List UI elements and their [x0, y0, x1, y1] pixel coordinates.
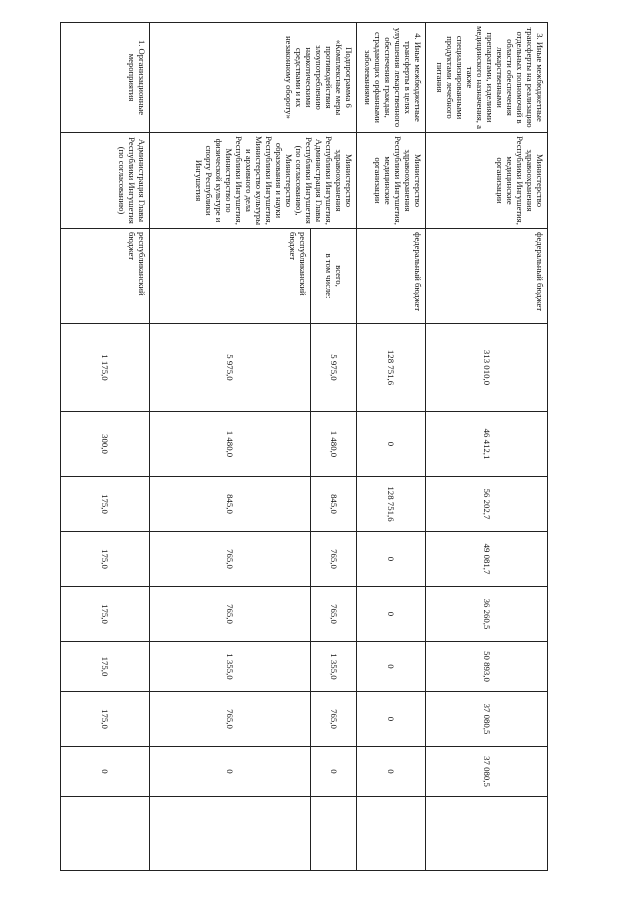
- value-cell: 1 175,0: [61, 324, 150, 412]
- program-cell: 3. Иные межбюджетные трансферты на реализацию отдельных полномочий в области обеспечения лекарственными препаратами, изделиями медицинского назначения, а также специализированными продуктами лечебного питания: [426, 23, 548, 133]
- value-cell: 5 975,0: [310, 324, 357, 412]
- program-cell: Подпрограмма 6 «Комплексные меры противодействия злоупотреблению наркотическими средствами и их незаконному обороту»: [149, 23, 356, 133]
- table-row: [61, 23, 150, 871]
- empty-cell: [149, 797, 310, 871]
- value-cell: 1 355,0: [149, 642, 310, 692]
- source-cell: республиканский бюджет: [61, 229, 150, 324]
- budget-table: [60, 22, 548, 871]
- value-cell: 0: [357, 532, 426, 587]
- value-cell: 46 412,1: [426, 412, 548, 477]
- value-cell: 313 010,0: [426, 324, 548, 412]
- value-cell: 37 080,5: [426, 747, 548, 797]
- table-row: [426, 23, 548, 871]
- empty-cell: [357, 797, 426, 871]
- value-cell: 1 355,0: [310, 642, 357, 692]
- value-cell: 175,0: [61, 692, 150, 747]
- value-cell: 765,0: [149, 587, 310, 642]
- value-cell: 175,0: [61, 532, 150, 587]
- table-row: [310, 23, 357, 871]
- source-cell: республиканский бюджет: [149, 229, 310, 324]
- value-cell: 175,0: [61, 587, 150, 642]
- value-cell: 765,0: [149, 532, 310, 587]
- value-cell: 0: [61, 747, 150, 797]
- value-cell: 0: [357, 747, 426, 797]
- empty-cell: [310, 797, 357, 871]
- source-cell: федеральный бюджет: [357, 229, 426, 324]
- value-cell: 128 751,6: [357, 477, 426, 532]
- value-cell: 5 975,0: [149, 324, 310, 412]
- value-cell: 37 080,5: [426, 692, 548, 747]
- value-cell: 845,0: [310, 477, 357, 532]
- budget-table-sheet: [60, 22, 548, 870]
- value-cell: 0: [310, 747, 357, 797]
- program-cell: 4. Иные межбюджетные трансферты в целях улучшения лекарственного обеспечения граждан, страдающих орфанными заболеваниями: [357, 23, 426, 133]
- source-total-label: всего,: [333, 265, 344, 287]
- value-cell: 0: [357, 587, 426, 642]
- executor-cell: Министерство здравоохранения Республики Ингушетия, медицинские организации: [426, 133, 548, 229]
- value-cell: 845,0: [149, 477, 310, 532]
- source-sub-label: в том числе:: [323, 253, 334, 299]
- value-cell: 765,0: [310, 587, 357, 642]
- executor-cell: Министерство здравоохранения Республики Ингушетия, медицинские организации: [357, 133, 426, 229]
- value-cell: 0: [357, 642, 426, 692]
- empty-cell: [61, 797, 150, 871]
- value-cell: 49 081,7: [426, 532, 548, 587]
- value-cell: 128 751,6: [357, 324, 426, 412]
- value-cell: 175,0: [61, 642, 150, 692]
- executor-cell: Министерство здравоохранения Республики Ингушетия, Администрация Главы Республики Ингушетия (по согласованию), Министерство образования и науки Республики Ингушетия, Министерство культуры и архивного дела Республики Ингушетия, Министерство по физической культуре и спорту Республики Ингушетия: [149, 133, 356, 229]
- value-cell: 300,0: [61, 412, 150, 477]
- value-cell: 0: [149, 747, 310, 797]
- executor-cell: Администрация Главы Республики Ингушетия (по согласованию): [61, 133, 150, 229]
- source-cell: федеральный бюджет: [426, 229, 548, 324]
- value-cell: 1 480,0: [310, 412, 357, 477]
- empty-cell: [426, 797, 548, 871]
- value-cell: 0: [357, 692, 426, 747]
- value-cell: 1 480,0: [149, 412, 310, 477]
- value-cell: 175,0: [61, 477, 150, 532]
- program-cell: 1. Организационные мероприятия: [61, 23, 150, 133]
- value-cell: 36 260,5: [426, 587, 548, 642]
- table-row: [357, 23, 426, 871]
- value-cell: 765,0: [310, 532, 357, 587]
- value-cell: 0: [357, 412, 426, 477]
- source-total-cell: [310, 229, 357, 324]
- value-cell: 765,0: [149, 692, 310, 747]
- value-cell: 765,0: [310, 692, 357, 747]
- value-cell: 56 202,7: [426, 477, 548, 532]
- value-cell: 50 893,0: [426, 642, 548, 692]
